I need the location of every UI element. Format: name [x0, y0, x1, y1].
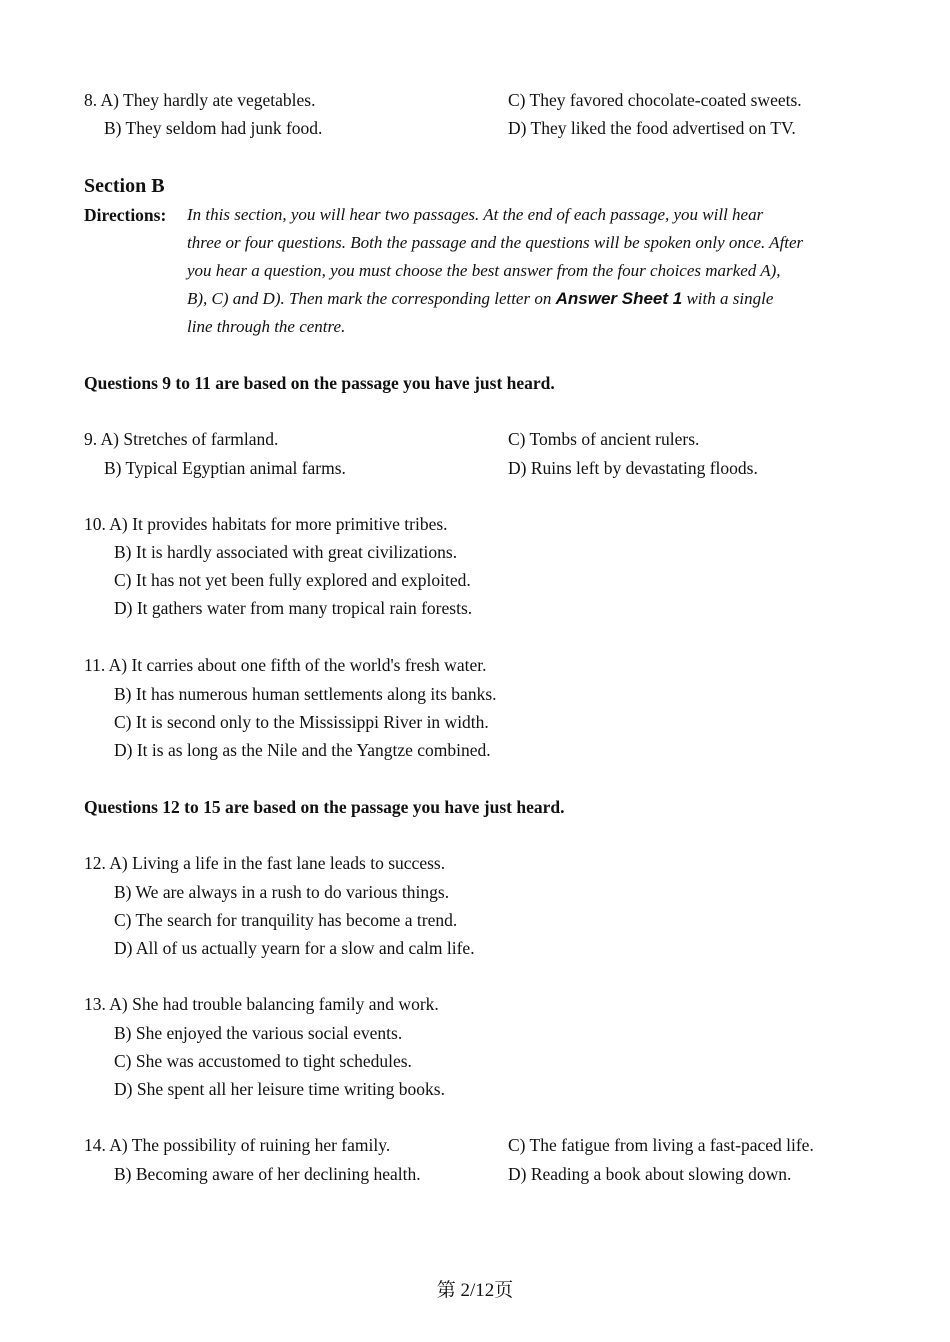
q11-option-d: D) It is as long as the Nile and the Yangtze combined. [114, 740, 491, 760]
directions-line-2: three or four questions. Both the passage and the questions will be spoken only once. After [187, 233, 804, 252]
q12-option-c: C) The search for tranquility has become a trend. [114, 910, 458, 930]
directions-line-1: In this section, you will hear two passages. At the end of each passage, you will hear [187, 205, 764, 224]
q10-option-b: B) It is hardly associated with great civilizations. [114, 542, 458, 562]
q12-option-b: B) We are always in a rush to do various things. [114, 882, 450, 902]
q9-option-a: 9. A) Stretches of farmland. [84, 429, 279, 449]
q8-option-b: B) They seldom had junk food. [104, 118, 323, 138]
q13-option-a: 13. A) She had trouble balancing family and work. [84, 994, 439, 1014]
q12-option-a: 12. A) Living a life in the fast lane leads to success. [84, 853, 446, 873]
directions-line-5: line through the centre. [187, 317, 346, 336]
q14-option-d: D) Reading a book about slowing down. [508, 1164, 792, 1184]
q11-option-a: 11. A) It carries about one fifth of the world's fresh water. [84, 655, 487, 675]
questions-12-15-heading: Questions 12 to 15 are based on the passage you have just heard. [84, 797, 565, 817]
q13-option-c: C) She was accustomed to tight schedules. [114, 1051, 412, 1071]
directions-label: Directions: [84, 205, 167, 225]
q14-option-b: B) Becoming aware of her declining health. [114, 1164, 421, 1184]
q8-option-d: D) They liked the food advertised on TV. [508, 118, 796, 138]
section-b-title: Section B [84, 175, 165, 197]
q9-option-d: D) Ruins left by devastating floods. [508, 458, 758, 478]
q10-option-a: 10. A) It provides habitats for more primitive tribes. [84, 514, 448, 534]
q11-option-b: B) It has numerous human settlements along its banks. [114, 684, 497, 704]
directions-line-3: you hear a question, you must choose the best answer from the four choices marked A), [187, 261, 781, 280]
questions-9-11-heading: Questions 9 to 11 are based on the passage you have just heard. [84, 373, 555, 393]
directions-line-4 [187, 289, 773, 309]
page-number: 第 2/12页 [436, 1280, 514, 1301]
directions-line-4-text: B), C) and D). Then mark the corresponding letter on [187, 289, 552, 308]
q9-option-c: C) Tombs of ancient rulers. [508, 429, 700, 449]
q11-option-c: C) It is second only to the Mississippi River in width. [114, 712, 489, 732]
q14-option-c: C) The fatigue from living a fast-paced life. [508, 1135, 814, 1155]
q13-option-b: B) She enjoyed the various social events. [114, 1023, 403, 1043]
q14-option-a: 14. A) The possibility of ruining her family. [84, 1135, 391, 1155]
q13-option-d: D) She spent all her leisure time writing books. [114, 1079, 445, 1099]
q10-option-c: C) It has not yet been fully explored and exploited. [114, 570, 471, 590]
directions-line-4-end: with a single [686, 289, 774, 308]
q10-option-d: D) It gathers water from many tropical rain forests. [114, 598, 473, 618]
q12-option-d: D) All of us actually yearn for a slow and calm life. [114, 938, 475, 958]
q9-option-b: B) Typical Egyptian animal farms. [104, 458, 346, 478]
q8-option-c: C) They favored chocolate-coated sweets. [508, 90, 802, 110]
q8-option-a: 8. A) They hardly ate vegetables. [84, 90, 316, 110]
answer-sheet-label: Answer Sheet 1 [555, 289, 683, 308]
